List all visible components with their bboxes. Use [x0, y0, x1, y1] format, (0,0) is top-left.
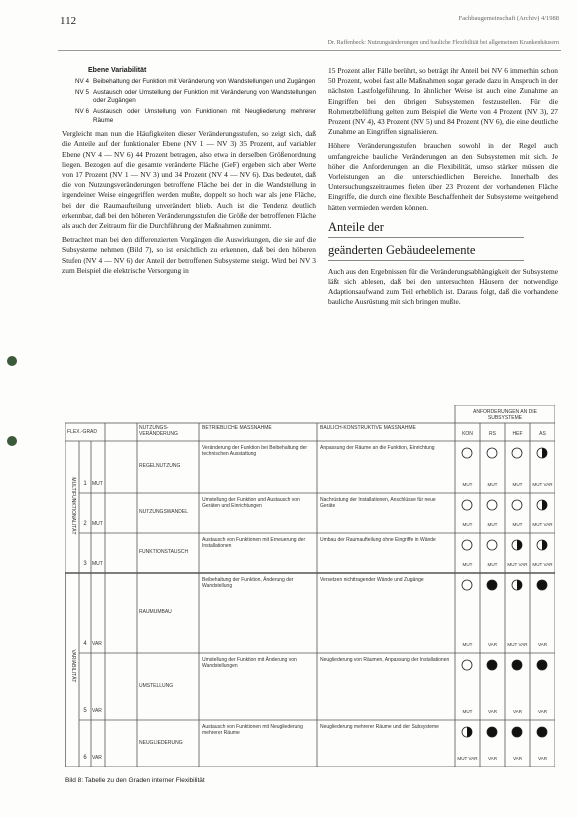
- requirement-circle: [461, 499, 473, 511]
- requirement-label: VAR: [537, 642, 548, 647]
- requirement-circle: [486, 726, 498, 738]
- requirement-circle: [511, 539, 523, 551]
- level-item: [62, 78, 316, 87]
- requirement-label: MUT: [512, 522, 523, 527]
- body-paragraph: Höhere Veränderungsstufen brauchen sowohl in der Regel auch umfangreiche bauliche Veränderungen an den Subsystemen mit sich. Je höher die Anforderungen an die Flexibilität, umso stärker müssen die Vorleistungen an die unterschiedlichen Bereiche. Innerhalb des Untersuchungszeitraumes fielen über 23 Prozent der vorhandenen Fläche Eingriffe, die durch eine flexible Beschaffenheit der Subsysteme weitgehend hätten vermieden werden können.: [328, 141, 558, 212]
- table-top-header: ANFORDERUNGEN AN DIE SUBSYSTEME: [473, 409, 537, 421]
- row-number: 1: [83, 481, 87, 487]
- level-item: [62, 89, 316, 106]
- requirement-label: MUT VAR: [507, 642, 528, 647]
- row-flex-code: MUT: [92, 561, 103, 567]
- requirement-circle: [486, 447, 498, 459]
- requirement-label: MUT: [462, 482, 473, 487]
- requirement-label: MUT: [487, 522, 498, 527]
- col-header-betr: BETRIEBLICHE MASSNAHME: [202, 425, 272, 431]
- group-label-multifunktionalitaet: MULTIFUNKTIONALITÄT: [70, 477, 76, 535]
- level-text: Austausch oder Umstellung von Funktionen mit Neugliederung mehrerer Räume: [93, 107, 316, 124]
- row-nutzungsveraenderung: FUNKTIONSTAUSCH: [139, 549, 189, 555]
- requirement-circle: [536, 659, 548, 671]
- page-number: 112: [60, 15, 77, 27]
- row-nutzungsveraenderung: REGELNUTZUNG: [139, 463, 181, 469]
- col-header-flex: FLEX.-GRAD: [67, 429, 98, 435]
- row-nutzungsveraenderung: UMSTELLUNG: [139, 682, 174, 689]
- requirement-circle: [511, 659, 523, 671]
- col-header-hef: HEF: [512, 431, 523, 437]
- article-running-head: Dr. Raffenbeck: Nutzungsänderungen und bauliche Flexibilität bei allgemeinen Krankenhäusern: [327, 40, 559, 46]
- requirement-label: MUT: [462, 562, 473, 567]
- requirement-label: VAR: [487, 756, 498, 761]
- punch-hole: [7, 436, 17, 446]
- row-flex-code: VAR: [92, 641, 102, 647]
- row-flex-code: MUT: [92, 481, 103, 487]
- header-rule: [58, 50, 561, 51]
- row-flex-code: MUT: [92, 521, 103, 527]
- body-paragraph: Betrachtet man bei den differenzierten Vorgängen die Auswirkungen, die sie auf die Subsysteme nehmen (Bild 7), so ist ersichtlich zu erkennen, daß bei den höheren Stufen (NV 4 — NV 6) der Anteil der betroffenen Subsysteme steigt. Wird bei NV 3 zum Beispiel die elektrische Versorgung in: [62, 235, 316, 275]
- level-text: Austausch oder Umstellung der Funktion mit Veränderung von Wandstellungen oder Zugängen: [93, 88, 316, 105]
- level-key: NV 6: [75, 107, 89, 115]
- level-key: NV 5: [75, 88, 89, 96]
- requirement-label: MUT VAR: [532, 522, 553, 527]
- row-betriebliche-massnahme: Austausch von Funktionen mit Erneuerung der Installationen: [202, 537, 306, 549]
- requirement-label: MUT: [487, 482, 498, 487]
- requirement-circle: [486, 579, 498, 591]
- requirement-label: MUT: [487, 562, 498, 567]
- requirement-circle: [511, 579, 523, 591]
- row-bauliche-massnahme: Anpassung der Räume an die Funktion, Einrichtung: [320, 445, 435, 451]
- levels-title: Ebene Variabilität: [88, 67, 147, 74]
- journal-title: Fachbaugemeinschaft (Archiv) 4/1988: [458, 15, 559, 22]
- requirement-circle: [461, 579, 473, 591]
- row-betriebliche-massnahme: Veränderung der Funktion bei Beibehaltung der technischen Ausstattung: [202, 445, 308, 457]
- row-bauliche-massnahme: Neugliederung mehrerer Räume und der Subsysteme: [320, 724, 439, 730]
- requirement-label: MUT VAR: [507, 562, 528, 567]
- row-nutzungsveraenderung: NUTZUNGSWANDEL: [139, 509, 188, 515]
- col-header-kon: KON: [462, 431, 473, 437]
- flexibility-table: [65, 405, 555, 767]
- requirement-circle: [486, 499, 498, 511]
- row-betriebliche-massnahme: Austausch von Funktionen mit Neugliederung mehrerer Räume: [202, 724, 303, 736]
- body-paragraph: Vergleicht man nun die Häufigkeiten dieser Veränderungsstufen, so zeigt sich, daß die Anteile auf der funktionaler Ebene (NV 1 — NV 3) 35 Prozent, auf variabler Ebene (NV 4 — NV 6) 44 Prozent betragen, also etwa in derselben Größenordnung liegen. Bezogen auf die gesamte veränderte Fläche (GeF) ergeben sich aber Werte von 17 Prozent (NV 1 — NV 3) und 34 Prozent (NV 4 — NV 6). Das bedeutet, daß die von Nutzungsveränderungen betroffene Fläche bei der in die Wandstellung in irgendeiner Weise eingegriffen werden mußte, doppelt so hoch war als jene Fläche, bei der die Raumaufteilung unverändert blieb. Auch ist die Tendenz deutlich erkennbar, daß bei den höheren Veränderungsstufen die Größe der betroffenen Fläche als auch der Zeitraum für die Durchführung der Maßnahmen zunimmt.: [62, 129, 316, 230]
- row-nutzungsveraenderung: NEUGLIEDERUNG: [139, 739, 183, 746]
- row-number: 6: [83, 755, 87, 761]
- level-text: Beibehaltung der Funktion mit Veränderung von Wandstellungen und Zugängen: [93, 78, 316, 86]
- level-item: [62, 108, 316, 125]
- requirement-label: VAR: [537, 709, 548, 714]
- level-key: NV 4: [75, 78, 89, 86]
- col-header-as: AS: [539, 431, 546, 437]
- requirement-label: VAR: [512, 756, 523, 761]
- requirement-label: MUT: [512, 482, 523, 487]
- group-label-variabilitaet: VARIABILITÄT: [70, 649, 76, 683]
- section-heading-line2: geänderten Gebäudeelemente: [328, 242, 476, 257]
- requirement-circle: [536, 447, 548, 459]
- requirement-label: MUT VAR: [532, 562, 553, 567]
- row-bauliche-massnahme: Neugliederung von Räumen, Anpassung der Installationen: [320, 657, 450, 663]
- requirement-circle: [536, 726, 548, 738]
- row-betriebliche-massnahme: Umstellung der Funktion mit Änderung von Wandstellungen: [202, 657, 297, 669]
- row-betriebliche-massnahme: Umstellung der Funktion und Austausch von Geräten und Einrichtungen: [202, 497, 300, 509]
- requirement-circle: [461, 726, 473, 738]
- requirement-label: MUT VAR: [532, 482, 553, 487]
- section-heading: [328, 219, 558, 261]
- row-bauliche-massnahme: Nachrüstung der Installationen, Anschlüsse für neue Geräte: [320, 497, 436, 509]
- row-flex-code: VAR: [92, 755, 102, 761]
- requirement-circle: [461, 659, 473, 671]
- requirement-label: MUT: [462, 642, 473, 647]
- requirement-label: VAR: [487, 709, 498, 714]
- left-column: [62, 66, 316, 276]
- row-number: 5: [83, 708, 87, 714]
- requirement-label: MUT VAR: [457, 756, 478, 761]
- body-paragraph: Auch aus den Ergebnissen für die Veränderungsabhängigkeit der Subsysteme läßt sich ablesen, daß bei den untersuchten Häusern der notwendige Adaptionsaufwand zum Teil erheblich ist. Daraus folgt, daß die vorhandene bauliche Ausrüstung mit sich bringen mußte.: [328, 266, 558, 307]
- requirement-label: VAR: [537, 756, 548, 761]
- row-bauliche-massnahme: Umbau der Raumaufteilung ohne Eingriffe in Wände: [320, 537, 436, 543]
- requirement-label: VAR: [512, 709, 523, 714]
- section-heading-line1: Anteile der: [328, 219, 384, 234]
- col-header-baul: BAULICH-KONSTRUKTIVE MASSNAHME: [320, 425, 416, 431]
- row-number: 4: [83, 641, 87, 647]
- heading-rule: [328, 260, 524, 261]
- body-paragraph: 15 Prozent aller Fälle berührt, so beträgt ihr Anteil bei NV 6 immerhin schon 50 Prozent, wobei fast alle Maßnahmen sogar gerade dazu in Anspruch in der nächsten Lastfolgeführung. In ähnlicher Weise ist auch eine Zunahme an Eingriffen bei den übrigen Subsystemen festzustellen. Für die Rohrnetzbelüftung gelten zum Beispiel die Werte von 4 Prozent (NV 3), 27 Prozent (NV 4), 43 Prozent (NV 5) und 84 Prozent (NV 6), die eine deutliche Zunahme an Eingriffen signalisieren.: [328, 66, 558, 137]
- row-betriebliche-massnahme: Beibehaltung der Funktion, Änderung der Wandstellung: [202, 577, 294, 589]
- requirement-circle: [536, 499, 548, 511]
- requirement-label: VAR: [487, 642, 498, 647]
- requirement-circle: [511, 447, 523, 459]
- row-number: 2: [83, 521, 87, 527]
- row-number: 3: [83, 561, 87, 567]
- requirement-circle: [486, 659, 498, 671]
- requirement-label: MUT: [462, 522, 473, 527]
- requirement-circle: [461, 539, 473, 551]
- right-column: [328, 66, 558, 308]
- requirement-circle: [536, 539, 548, 551]
- requirement-circle: [536, 579, 548, 591]
- row-flex-code: VAR: [92, 708, 102, 714]
- col-header-rs: RS: [489, 431, 496, 437]
- requirement-circle: [511, 726, 523, 738]
- row-nutzungsveraenderung: RAUMUMBAU: [139, 609, 172, 615]
- punch-hole: [7, 356, 17, 366]
- col-header-nv: NUTZUNGS-VERÄNDERUNG: [139, 425, 178, 437]
- requirement-label: MUT: [462, 709, 473, 714]
- requirement-circle: [511, 499, 523, 511]
- requirement-circle: [486, 539, 498, 551]
- heading-rule: [328, 237, 524, 238]
- row-bauliche-massnahme: Versetzen nichttragender Wände und Zugänge: [320, 577, 424, 583]
- figure-caption: Bild 8: Tabelle zu den Graden interner Flexibilität: [65, 777, 205, 784]
- requirement-circle: [461, 447, 473, 459]
